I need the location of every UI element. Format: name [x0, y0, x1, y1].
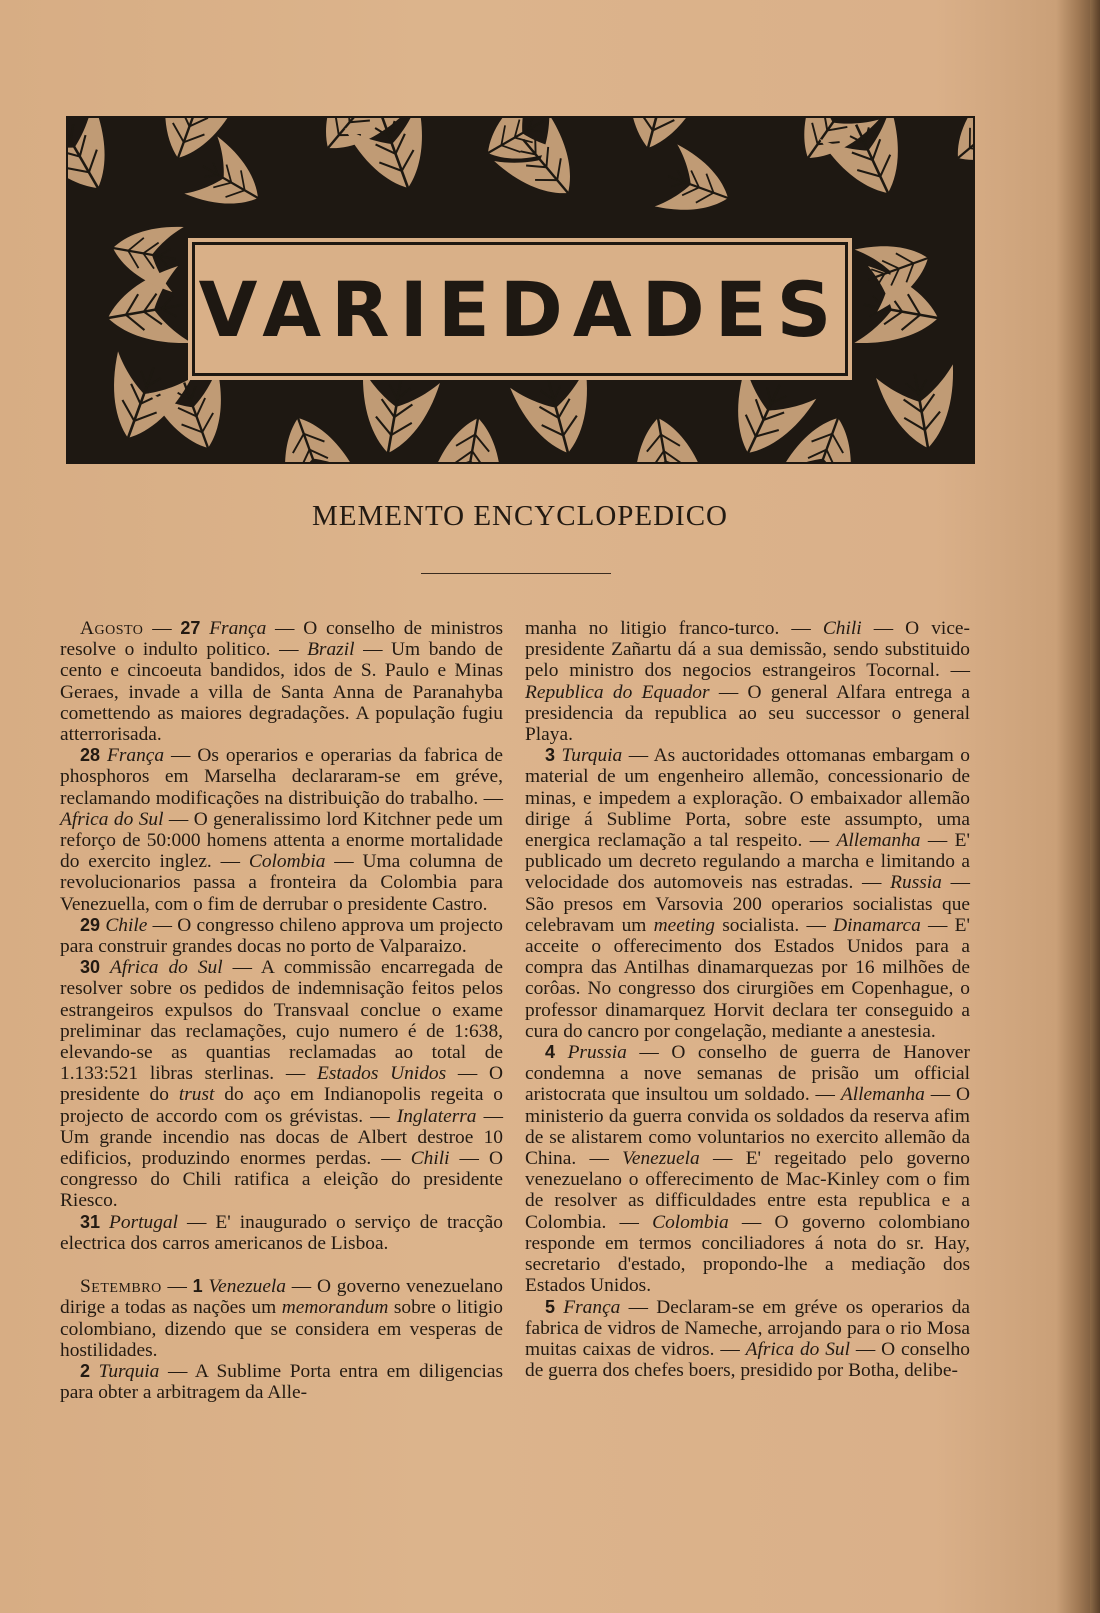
entry-day: 2: [80, 1360, 91, 1381]
entry-paragraph: [60, 618, 503, 745]
entry-text: — Um grande incendio nas docas de Albert destroe 10 edificios, produzindo enormes perdas. —: [60, 1105, 504, 1170]
entry-place: Africa do Sul: [110, 957, 223, 979]
entry-text: do aço em Indianopolis regeita o projecto de accordo com os grévistas. —: [60, 1084, 503, 1127]
entry-text: — O vice-presidente Zañartu dá a sua demissão, sendo substituido pelo ministro dos negocios estrangeiros Tocornal. —: [525, 618, 970, 682]
entry-text: [100, 745, 107, 766]
entry-place: Russia: [890, 872, 942, 894]
entry-place: França: [563, 1296, 621, 1318]
entry-paragraph: [525, 745, 970, 1042]
entry-place: Republica do Equador: [525, 681, 710, 703]
entry-paragraph: [525, 1297, 970, 1382]
entry-paragraph: [60, 1212, 503, 1254]
entry-text: — O governo venezuelano dirige a todas as nações um: [60, 1276, 503, 1319]
entry-text: — A Sublime Porta entra em diligencias para obter a arbitragem da Alle-: [60, 1360, 503, 1404]
entry-place: Venezuela: [208, 1276, 287, 1298]
entry-text: — E' publicado um decreto regulando a marcha e limitando a velocidade dos automoveis nas estradas. —: [525, 830, 970, 894]
entry-text: — Os operarios e operarias da fabrica de phosphoros em Marselha declararam-se em gréve, reclamando modificações na distribuição do trabalho. —: [60, 745, 503, 809]
entry-place: Brazil: [307, 639, 355, 661]
entry-place: trust: [178, 1084, 215, 1106]
entry-text: — O congresso chileno approva um projecto para construir grandes docas no porto de Valparaizo.: [60, 914, 503, 958]
entry-text: — O conselho de ministros resolve o indulto politico. —: [60, 618, 503, 661]
entry-day: 30: [80, 957, 101, 978]
entry-place: meeting: [653, 914, 716, 936]
entry-paragraph: [60, 915, 503, 957]
entry-place: Chile: [105, 914, 148, 936]
entry-place: Venezuela: [622, 1148, 700, 1170]
entry-text: — E' inaugurado o serviço de tracção electrica dos carros americanos de Lisboa.: [60, 1211, 503, 1254]
entry-paragraph: [525, 1042, 970, 1296]
entry-place: Chili: [410, 1148, 450, 1170]
entry-text: socialista. —: [715, 914, 834, 936]
entry-text: — São presos em Varsovia 200 operarios socialistas que celebravam um: [525, 872, 970, 936]
entry-place: Portugal: [109, 1211, 178, 1233]
entry-text: — Uma columna de revolucionarios passa a fronteira da Colombia para Venezuella, com o fim de derrubar o presidente Castro.: [60, 851, 504, 915]
entry-day: 4: [545, 1042, 556, 1063]
entry-text: — O general Alfara entrega a presidencia da republica ao seu successor o general Playa.: [525, 681, 970, 746]
entry-text: — E' regeitado pelo governo venezuelano o offerecimento de Mac-Kinley com o fim de resolver as difficuldades entre esta republica e a Colombia. —: [525, 1148, 970, 1233]
text-column-right: [525, 618, 970, 1381]
entry-text: — O presidente do: [60, 1063, 503, 1106]
entry-place: Africa do Sul: [60, 808, 164, 830]
entry-text: — Declaram-se em gréve os operarios da fabrica de vidros de Nameche, arrojando para o rio Mosa muitas caixas de vidros. —: [525, 1296, 970, 1360]
entry-text: manha no litigio franco-turco. —: [525, 618, 823, 639]
entry-text: — E' acceite o offerecimento dos Estados Unidos para a compra das Antilhas dinamarquezas por 16 milhões de corôas. No congresso dos cirurgiões em Copenhague, o professor dinamarquez Horvit declara ter conseguido a cura do cancro por congelação, mediante a anestesia.: [525, 914, 970, 1042]
entry-place: França: [107, 745, 165, 767]
leaf-banner: [66, 116, 975, 464]
entry-month: Setembro: [80, 1276, 162, 1298]
entry-text: [200, 618, 209, 639]
entry-paragraph: [60, 745, 503, 915]
entry-text: —: [161, 1276, 193, 1298]
entry-text: — O generalissimo lord Kitchner pede um reforço de 50:000 homens attenta a enorme mortalidade do exercito inglez. —: [60, 808, 503, 873]
divider-rule: [421, 573, 611, 574]
entry-place: Colombia: [248, 851, 326, 873]
entry-month: Agosto: [80, 618, 144, 639]
entry-place: França: [209, 618, 267, 639]
entry-place: Allemanha: [836, 830, 921, 852]
entry-text: —: [143, 618, 181, 639]
entry-paragraph: [60, 1276, 503, 1361]
entry-text: sobre o litigio colombiano, dizendo que se considera em vesperas de hostilidades.: [60, 1297, 503, 1361]
entry-text: [100, 957, 110, 978]
entry-text: [555, 1042, 568, 1063]
page-title: VARIEDADES: [198, 264, 842, 354]
entry-text: — O governo colombiano responde em termos conciliadores á nota do sr. Hay, secretario d'estado, propondo-lhe a mediação dos Estados Unidos.: [525, 1211, 970, 1297]
entry-place: Allemanha: [840, 1084, 925, 1106]
entry-place: Prussia: [567, 1042, 627, 1064]
title-panel: [192, 242, 848, 376]
entry-text: — O ministerio da guerra convida os soldados da reserva afim de se alistarem como voluntarios no exercito allemão da China. —: [525, 1084, 971, 1170]
entry-text: — Um bando de cento e cincoeuta bandidos, idos de S. Paulo e Minas Geraes, invade a villa de Santa Anna de Paranahyba comettendo as maiores degradações. A população fugiu atterrorisada.: [60, 639, 503, 746]
entry-text: — As auctoridades ottomanas embargam o material de um engenheiro allemão, concessionario de minas, e impedem a exploração. O embaixador allemão dirige á Sublime Porta, sobre este assumpto, uma energica reclamação a tal respeito. —: [525, 745, 970, 852]
entry-place: Turquia: [98, 1360, 160, 1382]
entry-day: 27: [180, 618, 201, 638]
entry-text: — O congresso do Chili ratifica a eleição do presidente Riesco.: [60, 1148, 503, 1212]
entry-place: Inglaterra: [396, 1105, 477, 1127]
entry-day: 28: [80, 745, 101, 766]
entry-paragraph: [525, 618, 970, 745]
entry-place: Chili: [822, 618, 862, 639]
entry-text: — O conselho de guerra dos chefes boers, presidido por Botha, delibe-: [525, 1338, 970, 1382]
entry-text: [90, 1361, 99, 1382]
entry-day: 3: [545, 745, 556, 766]
section-subtitle: MEMENTO ENCYCLOPEDICO: [312, 500, 728, 532]
text-column-left: [60, 618, 503, 1403]
entry-text: [100, 1212, 109, 1233]
entry-place: Estados Unidos: [316, 1063, 447, 1085]
entry-day: 29: [80, 914, 101, 935]
entry-day: 5: [545, 1296, 556, 1317]
entry-text: — A commissão encarregada de resolver sobre os pedidos de indemnisação feitos pelos estrangeiros expulsos do Transvaal conclue o exame preliminar das reclamações, cujo numero é de 1:638, elevando-se as quantias reclamadas ao total de 1.133:521 libras sterlinas. —: [60, 957, 503, 1085]
entry-paragraph: [60, 957, 503, 1211]
entry-place: Turquia: [561, 745, 623, 767]
entry-place: memorandum: [281, 1297, 389, 1319]
entry-place: Colombia: [652, 1211, 729, 1233]
binding-edge: [1090, 0, 1100, 1613]
entry-paragraph: [60, 1361, 503, 1403]
entry-day: 1: [192, 1276, 203, 1297]
entry-day: 31: [80, 1211, 101, 1232]
entry-place: Africa do Sul: [745, 1338, 850, 1360]
entry-text: — O conselho de guerra de Hanover condemna a nove semanas de prisão um official aristocrata que insultou um soldado. —: [525, 1042, 970, 1106]
entry-place: Dinamarca: [833, 914, 921, 936]
